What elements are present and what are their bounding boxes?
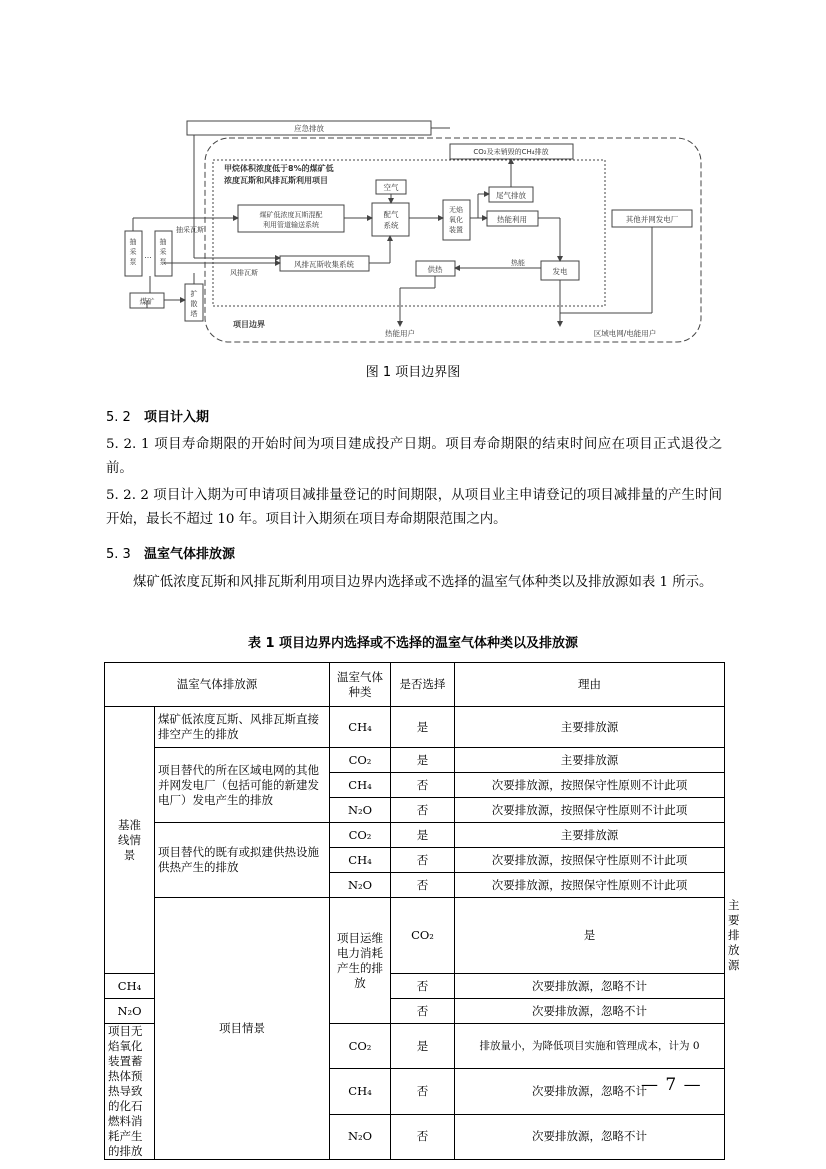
section-title: 温室气体排放源	[144, 547, 236, 562]
tail-gas-label: 尾气排放	[496, 191, 526, 200]
gas-cell: CH₄	[330, 1069, 391, 1114]
pump-2-char: 抽	[159, 238, 167, 246]
pipeline-label-1: 煤矿低浓度瓦斯混配	[259, 211, 323, 219]
pump-1-char: 泵	[129, 258, 137, 266]
table-title: 表 1 项目边界内选择或不选择的温室气体种类以及排放源	[247, 636, 579, 651]
diffuser-label-1: 扩	[190, 290, 198, 298]
header-selected: 是否选择	[391, 663, 455, 707]
source-cell: 项目运维电力消耗产生的排放	[330, 898, 391, 1024]
gas-cell: CH₄	[105, 974, 155, 999]
section-title: 项目计入期	[144, 410, 210, 425]
table-row	[105, 748, 725, 773]
paragraph-5-2-1: 5. 2. 1 项目寿命期限的开始时间为项目建成投产日期。项目寿命期限的结束时间应在项目正式退役之前。	[106, 437, 722, 476]
grid-users-label: 区域电网/电能用户	[593, 329, 657, 338]
heating-label: 供热	[427, 265, 443, 274]
figure-caption: 图 1 项目边界图	[365, 365, 461, 380]
reason-cell: 排放量小，为降低项目实施和管理成本，计为 0	[455, 1024, 725, 1069]
selected-cell: 是	[391, 707, 455, 748]
pump-2-char: 泵	[159, 258, 167, 266]
selected-cell: 是	[391, 748, 455, 773]
air-label: 空气	[383, 183, 399, 192]
selected-cell: 否	[391, 873, 455, 898]
gas-cell: N₂O	[330, 798, 391, 823]
ellipsis-label: …	[144, 251, 152, 260]
paragraph-5-3: 煤矿低浓度瓦斯和风排瓦斯利用项目边界内选择或不选择的温室气体种类以及排放源如表 1 所示。	[133, 575, 713, 590]
project-scenario-cell: 项目情景	[155, 898, 330, 1160]
gas-cell: N₂O	[330, 1114, 391, 1159]
pump-2-char: 采	[159, 248, 167, 256]
reason-cell: 次要排放源，按照保守性原则不计此项	[455, 873, 725, 898]
gas-cell: CH₄	[330, 707, 391, 748]
gas-cell: CO₂	[391, 898, 455, 974]
flameless-label-1: 无焰	[449, 206, 463, 214]
selected-cell: 否	[391, 848, 455, 873]
heat-energy-label: 热能	[511, 259, 525, 267]
section-number: 5. 2	[106, 410, 131, 425]
pump-1-char: 采	[129, 248, 137, 256]
heat-users-label: 热能用户	[385, 329, 415, 338]
other-plants-label: 其他并网发电厂	[625, 215, 679, 224]
diffuser-label-3: 塔	[190, 310, 198, 318]
reason-cell: 主要排放源	[455, 748, 725, 773]
pump-2-label	[160, 237, 167, 266]
emission-sources-table	[104, 662, 740, 1160]
section-heading-5-2	[106, 406, 209, 425]
selected-cell: 是	[455, 898, 725, 974]
section-number: 5. 3	[106, 547, 131, 562]
selected-cell: 是	[391, 823, 455, 848]
header-reason: 理由	[455, 663, 725, 707]
mine-label: 煤矿	[139, 297, 155, 306]
mixing-label-1: 配气	[383, 210, 399, 219]
selected-cell: 否	[391, 999, 455, 1024]
selected-cell: 是	[391, 1024, 455, 1069]
gas-cell: CO₂	[330, 748, 391, 773]
reason-cell: 次要排放源，忽略不计	[455, 1114, 725, 1159]
section-heading-5-3	[106, 543, 235, 562]
selected-cell: 否	[391, 974, 455, 999]
selected-cell: 否	[391, 1114, 455, 1159]
selected-cell: 否	[391, 798, 455, 823]
header-gas-type: 温室气体种类	[330, 663, 391, 707]
reason-cell: 次要排放源，忽略不计	[455, 1069, 725, 1114]
gas-cell: CO₂	[330, 1024, 391, 1069]
table-row	[105, 823, 725, 848]
reason-cell: 次要排放源，忽略不计	[455, 974, 725, 999]
gas-cell: CH₄	[330, 848, 391, 873]
project-title-line2: 浓度瓦斯和风排瓦斯利用项目	[224, 176, 328, 185]
flameless-label-3: 装置	[449, 226, 463, 234]
reason-cell: 次要排放源，按照保守性原则不计此项	[455, 848, 725, 873]
header-source: 温室气体排放源	[105, 663, 330, 707]
project-boundary-diagram	[120, 118, 710, 350]
emergency-vent-label: 应急排放	[294, 124, 324, 133]
ventilation-gas-label: 风排瓦斯	[230, 269, 258, 277]
gas-cell: N₂O	[330, 873, 391, 898]
pipeline-label-2: 利用管道输送系统	[263, 221, 319, 229]
table-row: 项目情景 项目运维电力消耗产生的排放 CO₂ 是 主要排放源	[105, 898, 725, 974]
gas-cell: N₂O	[105, 999, 155, 1024]
reason-cell: 主要排放源	[455, 823, 725, 848]
pump-1-label	[130, 237, 137, 266]
source-cell: 项目替代的既有或拟建供热设施供热产生的排放	[155, 823, 330, 898]
selected-cell: 否	[391, 1069, 455, 1114]
source-cell: 煤矿低浓度瓦斯、风排瓦斯直接排空产生的排放	[155, 707, 330, 748]
table-row	[105, 707, 725, 748]
table-header-row	[105, 663, 725, 707]
reason-cell: 次要排放源，按照保守性原则不计此项	[455, 798, 725, 823]
project-title-line1: 甲烷体积浓度低于8%的煤矿低	[224, 164, 334, 173]
boundary-label: 项目边界	[233, 320, 265, 329]
heat-use-label: 热能利用	[497, 215, 527, 224]
co2-emission-label: CO₂及未销毁的CH₄排放	[473, 148, 549, 156]
reason-cell: 次要排放源，忽略不计	[455, 999, 725, 1024]
reason-cell: 主要排放源	[455, 707, 725, 748]
pump-1-char: 抽	[129, 238, 137, 246]
selected-cell: 否	[391, 773, 455, 798]
paragraph-5-2-2: 5. 2. 2 项目计入期为可申请项目减排量登记的时间期限，从项目业主申请登记的项目减排量的产生时间开始，最长不超过 10 年。项目计入期须在项目寿命期限范围之内。	[106, 488, 722, 527]
baseline-scenario-cell: 基准线情景	[105, 707, 155, 974]
power-gen-label: 发电	[552, 267, 568, 276]
gas-cell: CH₄	[330, 773, 391, 798]
reason-cell: 次要排放源，按照保守性原则不计此项	[455, 773, 725, 798]
gas-cell: CO₂	[330, 823, 391, 848]
source-cell: 项目替代的所在区域电网的其他并网发电厂（包括可能的新建发电厂）发电产生的排放	[155, 748, 330, 823]
collection-label: 风排瓦斯收集系统	[294, 260, 354, 269]
page-number: — 7 —	[641, 1075, 702, 1095]
source-cell: 项目无焰氧化装置蓄热体预热导致的化石燃料消耗产生的排放	[105, 1024, 155, 1160]
flameless-label-2: 氧化	[449, 216, 463, 224]
diffuser-label-2: 散	[190, 300, 198, 308]
extraction-gas-label: 抽采瓦斯	[176, 226, 204, 234]
mixing-label-2: 系统	[383, 221, 399, 230]
